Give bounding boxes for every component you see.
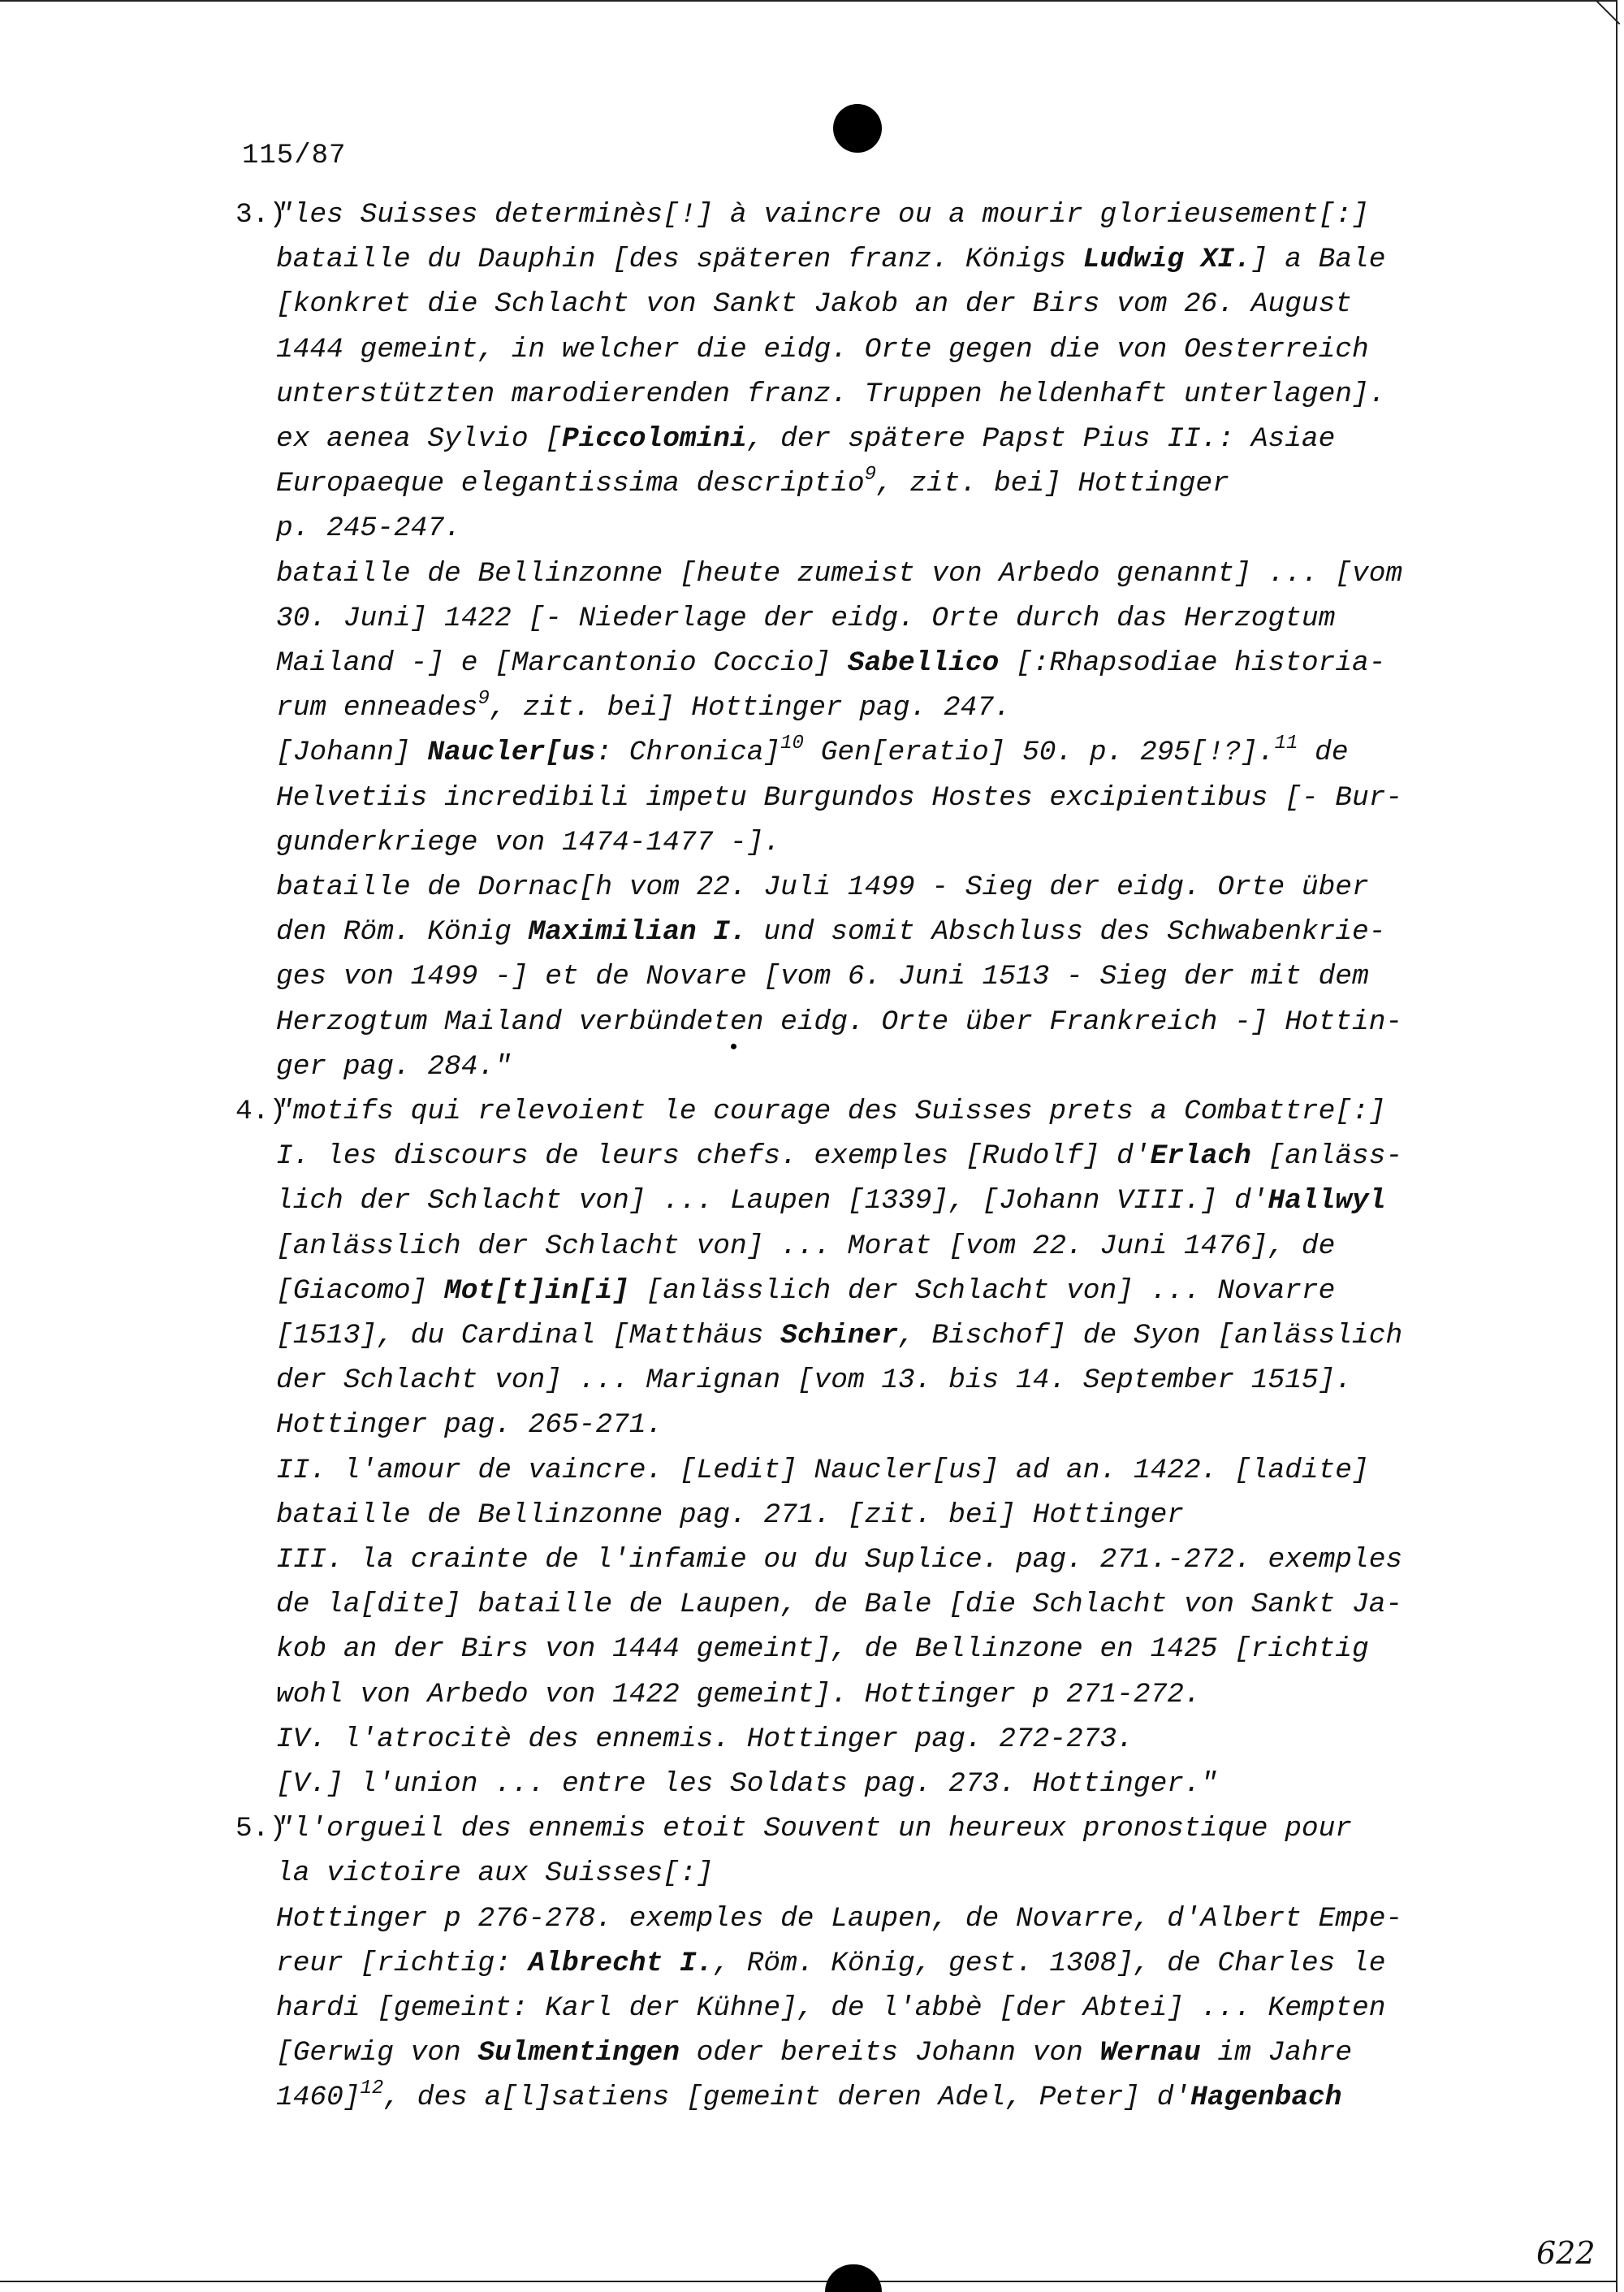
text-line: lich der Schlacht von] ... Laupen [1339], [Johann VIII.] d'Hallwyl bbox=[276, 1185, 1386, 1217]
text-line: de la[dite] bataille de Laupen, de Bale [die Schlacht von Sankt Ja- bbox=[276, 1589, 1403, 1621]
text-line: hardi [gemeint: Karl der Kühne], de l'abbè [der Abtei] ... Kempten bbox=[276, 1992, 1386, 2024]
text-line: "l'orgueil des ennemis etoit Souvent un heureux pronostique pour bbox=[276, 1813, 1353, 1845]
text-line: bataille de Bellinzonne [heute zumeist von Arbedo genannt] ... [vom bbox=[276, 557, 1403, 590]
item-number: 5.) bbox=[235, 1813, 287, 1845]
page-number: 622 bbox=[1536, 2235, 1596, 2271]
text-line: [Gerwig von Sulmentingen oder bereits Johann von Wernau im Jahre bbox=[276, 2037, 1353, 2069]
page-border-bottom bbox=[0, 2281, 1616, 2282]
text-line: III. la crainte de l'infamie ou du Suplice. pag. 271.-272. exemples bbox=[276, 1544, 1403, 1576]
text-line: bataille de Bellinzonne pag. 271. [zit. bei] Hottinger bbox=[276, 1498, 1184, 1531]
text-line: reur [richtig: Albrecht I., Röm. König, gest. 1308], de Charles le bbox=[276, 1947, 1386, 1979]
text-line: ger pag. 284." bbox=[276, 1050, 512, 1083]
text-line: gunderkriege von 1474-1477 -]. bbox=[276, 826, 781, 858]
text-line: Herzogtum Mailand verbündeten eidg. Orte über Frankreich -] Hottin- bbox=[276, 1005, 1403, 1038]
text-line: Hottinger pag. 265-271. bbox=[276, 1409, 663, 1442]
text-line: ges von 1499 -] et de Novare [vom 6. Juni 1513 - Sieg der mit dem bbox=[276, 961, 1369, 993]
punch-hole-top bbox=[833, 104, 882, 153]
text-line: unterstützten marodierenden franz. Truppen heldenhaft unterlagen]. bbox=[276, 378, 1386, 410]
text-line: I. les discours de leurs chefs. exemples [Rudolf] d'Erlach [anläss- bbox=[276, 1140, 1403, 1173]
text-line: p. 245-247. bbox=[276, 512, 461, 545]
text-line: 30. Juni] 1422 [- Niederlage der eidg. Orte durch das Herzogtum bbox=[276, 602, 1336, 634]
text-line: wohl von Arbedo von 1422 gemeint]. Hottinger p 271-272. bbox=[276, 1678, 1201, 1710]
text-line: Mailand -] e [Marcantonio Coccio] Sabellico [:Rhapsodiae historia- bbox=[276, 647, 1386, 679]
page-border-top bbox=[0, 0, 1616, 2]
text-line: bataille de Dornac[h vom 22. Juli 1499 - Sieg der eidg. Orte über bbox=[276, 871, 1369, 903]
text-line: [konkret die Schlacht von Sankt Jakob an der Birs vom 26. August bbox=[276, 288, 1353, 321]
corner-fold-mark bbox=[1596, 0, 1620, 24]
text-line: la victoire aux Suisses[:] bbox=[276, 1857, 714, 1890]
text-line: der Schlacht von] ... Marignan [vom 13. bis 14. September 1515]. bbox=[276, 1364, 1353, 1397]
text-line: 1444 gemeint, in welcher die eidg. Orte gegen die von Oesterreich bbox=[276, 333, 1369, 365]
text-line: [V.] l'union ... entre les Soldats pag. 273. Hottinger." bbox=[276, 1768, 1218, 1800]
punch-hole-bottom bbox=[825, 2264, 882, 2292]
text-line: Helvetiis incredibili impetu Burgundos Hostes excipientibus [- Bur- bbox=[276, 781, 1403, 814]
text-line: ex aenea Sylvio [Piccolomini, der spätere Papst Pius II.: Asiae bbox=[276, 423, 1336, 455]
ink-dot bbox=[731, 1044, 736, 1049]
text-line: kob an der Birs von 1444 gemeint], de Bellinzone en 1425 [richtig bbox=[276, 1633, 1369, 1666]
text-line: [1513], du Cardinal [Matthäus Schiner, Bischof] de Syon [anlässlich bbox=[276, 1320, 1403, 1351]
text-line: bataille du Dauphin [des späteren franz. Königs Ludwig XI.] a Bale bbox=[276, 244, 1386, 276]
text-line: Hottinger p 276-278. exemples de Laupen, de Novarre, d'Albert Empe- bbox=[276, 1902, 1403, 1935]
text-line: 1460]$^{12}$, des a[l]satiens [gemeint deren Adel, Peter] d'Hagenbach bbox=[276, 2078, 1342, 2114]
text-line: "motifs qui relevoient le courage des Suisses prets a Combattre[:] bbox=[276, 1096, 1386, 1127]
text-line: [anlässlich der Schlacht von] ... Morat [vom 22. Juni 1476], de bbox=[276, 1230, 1336, 1262]
item-number: 3.) bbox=[235, 199, 287, 231]
text-line: [Johann] Naucler[us: Chronica]$^{10}$ Gen[eratio] 50. p. 295[!?].$^{11}$ de bbox=[276, 733, 1349, 769]
text-line: II. l'amour de vaincre. [Ledit] Naucler[us] ad an. 1422. [ladite] bbox=[276, 1454, 1369, 1486]
item-number: 4.) bbox=[235, 1096, 287, 1127]
text-line: Europaeque elegantissima descriptio$^9$, zit. bei] Hottinger bbox=[276, 464, 1229, 500]
page-border-right bbox=[1616, 0, 1618, 2292]
text-line: den Röm. König Maximilian I. und somit Abschluss des Schwabenkrie- bbox=[276, 916, 1386, 949]
text-line: rum enneades$^9$, zit. bei] Hottinger pag. 247. bbox=[276, 688, 1011, 724]
text-line: IV. l'atrocitè des ennemis. Hottinger pag. 272-273. bbox=[276, 1723, 1134, 1755]
text-line: "les Suisses determinès[!] à vaincre ou a mourir glorieusement[:] bbox=[276, 199, 1369, 231]
text-line: [Giacomo] Mot[t]in[i] [anlässlich der Schlacht von] ... Novarre bbox=[276, 1274, 1336, 1307]
document-number: 115/87 bbox=[242, 141, 347, 171]
